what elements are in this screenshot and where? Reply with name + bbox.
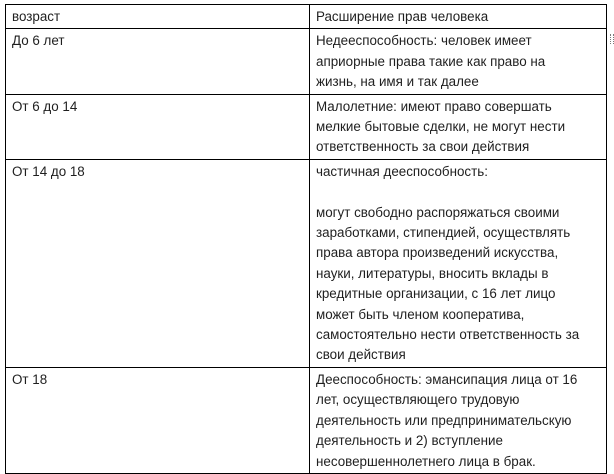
table-row	[6, 367, 607, 473]
table-row	[6, 159, 607, 367]
rights-line: права автора произведений искусства,	[316, 245, 559, 261]
rights-line: кредитные организации, с 16 лет лицо	[316, 286, 556, 302]
rights-cell	[310, 29, 607, 94]
table-row	[6, 94, 607, 159]
table-row	[6, 29, 607, 94]
age-cell: От 18	[6, 367, 310, 473]
age-cell: От 6 до 14	[6, 94, 310, 159]
rights-line: Дееспособность: эмансипация лица от 16	[316, 371, 578, 387]
blank-line	[316, 182, 600, 202]
age-cell: От 14 до 18	[6, 159, 310, 367]
header-rights: Расширение прав человека	[310, 5, 607, 29]
rights-line: могут свободно распоряжаться своими	[316, 204, 560, 220]
rights-cell	[310, 367, 607, 473]
rights-line: жизнь, на имя и так далее	[316, 74, 479, 90]
rights-line: частичная дееспособность:	[316, 163, 488, 179]
table-header-row	[6, 5, 607, 29]
rights-line: самостоятельно нести ответственность за	[316, 327, 580, 343]
rights-cell	[310, 159, 607, 367]
rights-line: науки, литературы, вносить вклады в	[316, 265, 549, 281]
rights-line: Недееспособность: человек имеет	[316, 33, 532, 49]
rights-line: свои действия	[316, 347, 406, 363]
rights-cell	[310, 94, 607, 159]
rights-line: деятельность или предпринимательскую	[316, 412, 572, 428]
age-rights-table	[5, 4, 607, 474]
table-resize-marker	[610, 34, 614, 44]
rights-line: несовершеннолетнего лица в брак.	[316, 453, 536, 469]
rights-line: заработками, стипендией, осуществлять	[316, 225, 571, 241]
age-cell: До 6 лет	[6, 29, 310, 94]
rights-line: Малолетние: имеют право совершать	[316, 98, 552, 114]
header-age: возраст	[6, 5, 310, 29]
rights-line: деятельность и 2) вступление	[316, 433, 503, 449]
rights-line: априорные права такие как право на	[316, 53, 546, 69]
rights-line: мелкие бытовые сделки, не могут нести	[316, 119, 566, 135]
rights-line: ответственность за свои действия	[316, 139, 530, 155]
rights-line: может быть членом кооператива,	[316, 306, 525, 322]
rights-line: лет, осуществляющего трудовую	[316, 392, 520, 408]
